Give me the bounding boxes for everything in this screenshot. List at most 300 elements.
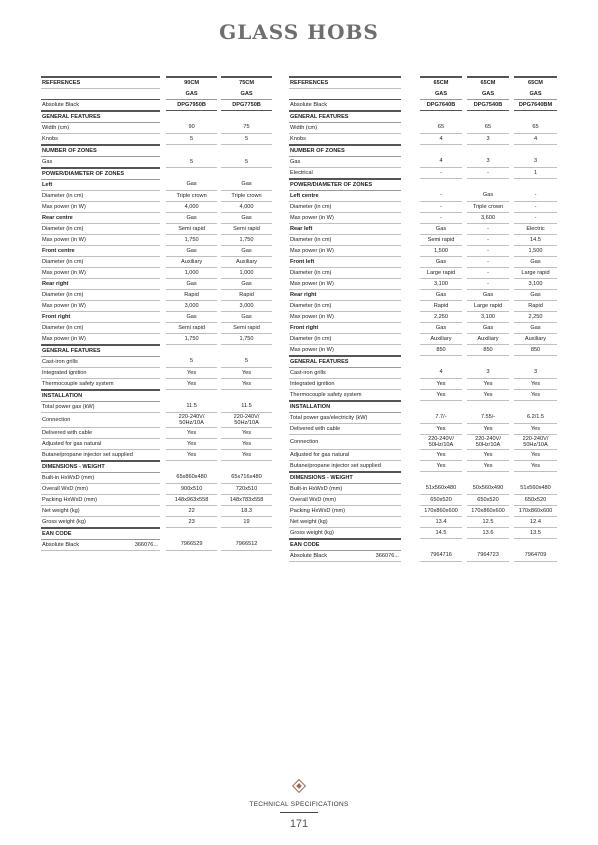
gap-cell [401, 289, 420, 300]
spec-row [289, 412, 557, 423]
value-cell: - [420, 201, 462, 212]
row-label [289, 527, 401, 539]
spec-row [41, 223, 272, 234]
row-label-text: Overall WxD (mm) [42, 485, 88, 492]
empty-cell [221, 345, 272, 357]
empty-cell [420, 111, 462, 123]
value-cell: 220-240V/ 50Hz/10A [420, 434, 462, 449]
section-row [289, 539, 557, 551]
value-cell: 65 [467, 122, 509, 133]
value-cell: - [420, 167, 462, 179]
row-label [289, 99, 401, 111]
row-label [289, 212, 401, 223]
value-cell: Large rapid [467, 300, 509, 311]
gap-cell [401, 344, 420, 356]
value-cell: 14.5 [420, 527, 462, 539]
row-label [289, 423, 401, 434]
model-row [41, 99, 272, 111]
gap-cell [401, 434, 420, 449]
empty-cell [514, 472, 557, 484]
row-label-text: Front right [290, 324, 319, 331]
spec-row [289, 300, 557, 311]
row-label-text: Thermocouple safety system [290, 391, 362, 398]
row-label [289, 133, 401, 145]
value-cell: Gas [467, 289, 509, 300]
value-cell: Auxiliary [514, 333, 557, 344]
row-label [289, 234, 401, 245]
row-label-text: Net weight (kg) [42, 507, 80, 514]
value-cell: Yes [420, 378, 462, 389]
row-label [41, 122, 160, 133]
value-cell: Yes [514, 460, 557, 472]
row-label-text: Cast-iron grills [42, 358, 78, 365]
row-label [289, 483, 401, 494]
row-label [41, 156, 160, 168]
value-cell: 720x510 [221, 483, 272, 494]
section-row [41, 528, 272, 540]
value-cell: 1,750 [221, 333, 272, 345]
empty-cell [221, 168, 272, 180]
gap-cell [401, 516, 420, 527]
value-cell: 170x860x600 [467, 505, 509, 516]
spec-row [41, 234, 272, 245]
value-cell: 14.5 [514, 234, 557, 245]
row-label-text: Front centre [42, 247, 75, 254]
gap-cell [401, 122, 420, 133]
gap-cell [401, 333, 420, 344]
section-row [41, 168, 272, 180]
row-label-text: Max power (in W) [42, 335, 86, 342]
gap-cell [401, 550, 420, 561]
value-cell: Yes [514, 389, 557, 401]
value-cell: 3,100 [467, 311, 509, 322]
spec-row [289, 201, 557, 212]
spec-row [41, 438, 272, 449]
value-cell: Auxiliary [420, 333, 462, 344]
gap-cell [401, 212, 420, 223]
section-label: GENERAL FEATURES [41, 345, 160, 357]
gap-cell [401, 412, 420, 423]
header-row [289, 77, 557, 89]
value-cell: 5 [166, 156, 217, 168]
row-label [289, 300, 401, 311]
value-cell: - [467, 256, 509, 267]
value-cell: Rapid [166, 289, 217, 300]
value-cell: Rapid [514, 300, 557, 311]
gap-cell [401, 460, 420, 472]
value-cell: 13.6 [467, 527, 509, 539]
spec-row [41, 190, 272, 201]
section-label: GENERAL FEATURES [289, 111, 401, 123]
spec-row [289, 267, 557, 278]
empty-cell [166, 345, 217, 357]
section-label: GENERAL FEATURES [41, 111, 160, 123]
row-label-text: Left [42, 181, 53, 188]
value-cell: Gas [166, 311, 217, 322]
row-label-text: Integrated ignition [290, 380, 335, 387]
spec-row [289, 460, 557, 472]
spec-row [289, 505, 557, 516]
value-cell: 65 [420, 122, 462, 133]
value-cell: Gas [221, 245, 272, 256]
row-label-text: Diameter (in cm) [42, 324, 84, 331]
row-label-text: Delivered with cable [42, 429, 93, 436]
footer-divider [280, 812, 318, 813]
value-cell: 3 [467, 133, 509, 145]
value-cell: Yes [420, 389, 462, 401]
value-cell: Yes [420, 423, 462, 434]
row-label [41, 201, 160, 212]
spec-row [289, 256, 557, 267]
row-label [289, 333, 401, 344]
value-cell: 170x860x600 [514, 505, 557, 516]
value-cell: 7.7/- [420, 412, 462, 423]
row-label [289, 412, 401, 423]
value-cell: Yes [221, 367, 272, 378]
row-label [41, 516, 160, 528]
row-label [41, 190, 160, 201]
value-cell: - [467, 167, 509, 179]
row-label [289, 434, 401, 449]
row-label-text: Max power (in W) [42, 302, 86, 309]
row-label [41, 367, 160, 378]
row-label [289, 278, 401, 289]
gap-cell [401, 423, 420, 434]
value-cell: Gas [514, 322, 557, 333]
gap-cell [401, 267, 420, 278]
value-cell: 51x560x480 [514, 483, 557, 494]
value-cell: Auxiliary [166, 256, 217, 267]
spec-row [41, 505, 272, 516]
row-label [41, 438, 160, 449]
page-number: 171 [289, 818, 309, 830]
row-label-text: Gas [290, 158, 301, 165]
row-label [289, 516, 401, 527]
value-cell: Yes [221, 438, 272, 449]
value-cell: 50x560x490 [467, 483, 509, 494]
row-label-text: Absolute Black [290, 101, 328, 108]
row-label [41, 245, 160, 256]
value-cell: 1,500 [420, 245, 462, 256]
row-label [289, 367, 401, 378]
spec-row [41, 356, 272, 367]
row-label [41, 289, 160, 300]
value-cell: 65x716x480 [221, 472, 272, 483]
row-label [289, 378, 401, 389]
row-label-text: Diameter (in cm) [290, 236, 332, 243]
section-row [41, 345, 272, 357]
empty-cell [221, 528, 272, 540]
row-label-text: Front right [42, 313, 71, 320]
spec-row [41, 483, 272, 494]
row-label-text: Left centre [290, 192, 319, 199]
page-title: GLASS HOBS [219, 20, 379, 44]
empty-cell [420, 356, 462, 368]
value-cell: Auxiliary [221, 256, 272, 267]
row-label-text: Diameter (in cm) [290, 269, 332, 276]
spec-row [41, 367, 272, 378]
gap-cell [401, 201, 420, 212]
value-cell: 220-240V/ 50Hz/10A [221, 412, 272, 427]
value-cell: 7964709 [514, 550, 557, 561]
value-cell: Semi rapid [221, 322, 272, 333]
row-label-text: Total power gas (kW) [42, 403, 95, 410]
header-row [41, 77, 272, 89]
value-cell: DPG7640B [420, 99, 462, 111]
row-label-text: Electrical [290, 169, 313, 176]
value-cell: Gas [221, 179, 272, 190]
row-label-text: Gross weight (kg) [290, 529, 334, 536]
spec-row [289, 212, 557, 223]
row-label [289, 494, 401, 505]
gap-cell [401, 401, 420, 413]
spec-row [289, 344, 557, 356]
empty-cell [289, 89, 401, 100]
empty-cell [514, 111, 557, 123]
value-cell: 900x510 [166, 483, 217, 494]
spec-row [289, 167, 557, 179]
spec-row [41, 333, 272, 345]
empty-cell [514, 356, 557, 368]
row-label-text: Diameter (in cm) [42, 291, 84, 298]
value-cell: Semi rapid [166, 223, 217, 234]
spec-row [41, 278, 272, 289]
empty-cell [467, 179, 509, 191]
row-label [289, 460, 401, 472]
value-cell: 5 [166, 356, 217, 367]
value-cell: 3,100 [420, 278, 462, 289]
value-cell: Yes [166, 438, 217, 449]
value-cell: 22 [166, 505, 217, 516]
row-label [41, 483, 160, 494]
row-label-text: Thermocouple safety system [42, 380, 114, 387]
size-header: 65CM [467, 77, 509, 89]
spec-row [41, 322, 272, 333]
spec-row [289, 278, 557, 289]
value-cell: Yes [514, 449, 557, 460]
row-label [41, 256, 160, 267]
right-spec-table [289, 76, 557, 562]
row-label-text: Connection [290, 438, 319, 445]
row-label-text: Packing HxWxD (mm) [42, 496, 98, 503]
row-label-text: Absolute Black [290, 552, 328, 559]
gap-cell [401, 367, 420, 378]
value-cell: 1 [514, 167, 557, 179]
size-header: 75CM [221, 77, 272, 89]
value-cell: - [467, 267, 509, 278]
value-cell: Auxiliary [467, 333, 509, 344]
spec-row [41, 472, 272, 483]
row-label [41, 356, 160, 367]
row-label [41, 539, 160, 550]
row-label [41, 427, 160, 438]
value-cell: Rapid [221, 289, 272, 300]
row-label-text: Rear right [42, 280, 69, 287]
row-label-text: Front left [290, 258, 315, 265]
spec-row [289, 423, 557, 434]
value-cell: 4,000 [166, 201, 217, 212]
value-cell: Triple crown [467, 201, 509, 212]
gap-cell [401, 483, 420, 494]
empty-cell [420, 179, 462, 191]
row-label-text: Width (cm) [42, 124, 70, 131]
value-cell: Gas [166, 179, 217, 190]
value-cell: Yes [166, 378, 217, 390]
section-label: EAN CODE [289, 539, 401, 551]
value-cell: - [420, 212, 462, 223]
value-cell: 5 [221, 133, 272, 145]
value-cell: 220-240V/ 50Hz/10A [514, 434, 557, 449]
row-label-text: Packing HxWxD (mm) [290, 507, 346, 514]
gap-cell [401, 167, 420, 179]
value-cell: 4,000 [221, 201, 272, 212]
row-label [41, 311, 160, 322]
value-cell: - [467, 278, 509, 289]
row-label [289, 256, 401, 267]
spec-row [289, 156, 557, 167]
spec-row [289, 378, 557, 389]
empty-cell [166, 461, 217, 473]
spec-row [289, 122, 557, 133]
row-label [289, 289, 401, 300]
spec-row [41, 449, 272, 461]
spec-row [289, 322, 557, 333]
spec-row [289, 527, 557, 539]
section-row [289, 179, 557, 191]
empty-cell [514, 401, 557, 413]
spec-row [41, 516, 272, 528]
empty-cell [467, 356, 509, 368]
value-cell: - [514, 212, 557, 223]
value-cell: - [467, 245, 509, 256]
references-header: REFERENCES [289, 77, 401, 89]
value-cell: 18.3 [221, 505, 272, 516]
spec-row [289, 550, 557, 561]
section-row [289, 401, 557, 413]
section-row [41, 461, 272, 473]
gap-cell [401, 300, 420, 311]
gap-cell [401, 356, 420, 368]
value-cell: 11.5 [221, 401, 272, 412]
row-label [289, 156, 401, 167]
value-cell: 3,100 [514, 278, 557, 289]
value-cell: Semi rapid [166, 322, 217, 333]
spec-row [41, 494, 272, 505]
value-cell: 850 [420, 344, 462, 356]
value-cell: DPG7950B [166, 99, 217, 111]
spec-row [41, 401, 272, 412]
type-row [289, 89, 557, 100]
size-header: 90CM [166, 77, 217, 89]
value-cell: Gas [221, 212, 272, 223]
row-label [289, 505, 401, 516]
value-cell: 1,000 [166, 267, 217, 278]
type-header: GAS [221, 89, 272, 100]
spec-row [41, 201, 272, 212]
value-cell: 650x520 [420, 494, 462, 505]
row-label [41, 401, 160, 412]
gap-cell [401, 223, 420, 234]
row-label-text: Net weight (kg) [290, 518, 328, 525]
row-label [41, 472, 160, 483]
value-cell: 650x520 [514, 494, 557, 505]
value-cell: 75 [221, 122, 272, 133]
value-cell: Yes [467, 423, 509, 434]
spec-row [289, 449, 557, 460]
value-cell: 4 [420, 367, 462, 378]
spec-row [289, 389, 557, 401]
value-cell: Gas [420, 289, 462, 300]
row-label-text: Built-in HxWxD (mm) [42, 474, 95, 481]
value-cell: 4 [514, 133, 557, 145]
spec-row [41, 539, 272, 550]
value-cell: 3 [514, 156, 557, 167]
value-cell: 3 [467, 367, 509, 378]
value-cell: Yes [166, 449, 217, 461]
value-cell: Gas [166, 278, 217, 289]
value-cell: Yes [467, 449, 509, 460]
value-cell: 1,750 [221, 234, 272, 245]
value-cell: Yes [467, 378, 509, 389]
section-row [289, 111, 557, 123]
spec-row [41, 412, 272, 427]
row-label [289, 311, 401, 322]
gap-cell [401, 77, 420, 89]
empty-cell [166, 168, 217, 180]
row-label [41, 212, 160, 223]
value-cell: Gas [514, 289, 557, 300]
section-label: NUMBER OF ZONES [289, 145, 401, 157]
gap-cell [401, 472, 420, 484]
empty-cell [221, 145, 272, 157]
value-cell: 90 [166, 122, 217, 133]
spec-row [289, 367, 557, 378]
value-cell: - [467, 234, 509, 245]
ean-prefix: 366076... [375, 552, 399, 559]
value-cell: Yes [467, 389, 509, 401]
spec-row [289, 223, 557, 234]
empty-cell [221, 111, 272, 123]
type-header: GAS [514, 89, 557, 100]
section-label: POWER/DIAMETER OF ZONES [41, 168, 160, 180]
value-cell: Yes [514, 423, 557, 434]
gap-cell [401, 89, 420, 100]
value-cell: 7964716 [420, 550, 462, 561]
row-label-text: Adjusted for gas natural [42, 440, 102, 447]
value-cell: - [514, 190, 557, 201]
type-header: GAS [467, 89, 509, 100]
value-cell: Gas [221, 278, 272, 289]
section-row [41, 145, 272, 157]
empty-cell [420, 472, 462, 484]
spec-row [289, 289, 557, 300]
empty-cell [467, 111, 509, 123]
value-cell: Yes [166, 427, 217, 438]
spec-row [289, 133, 557, 145]
gap-cell [401, 389, 420, 401]
section-label: DIMENSIONS - WEIGHT [289, 472, 401, 484]
empty-cell [41, 89, 160, 100]
value-cell: 65 [514, 122, 557, 133]
value-cell: Gas [467, 190, 509, 201]
row-label-text: Connection [42, 416, 71, 423]
value-cell: 51x560x480 [420, 483, 462, 494]
footer-label: TECHNICAL SPECIFICATIONS [249, 801, 349, 808]
value-cell: 13.4 [420, 516, 462, 527]
value-cell: Gas [420, 322, 462, 333]
value-cell: 5 [166, 133, 217, 145]
row-label-text: Max power (in W) [290, 280, 334, 287]
